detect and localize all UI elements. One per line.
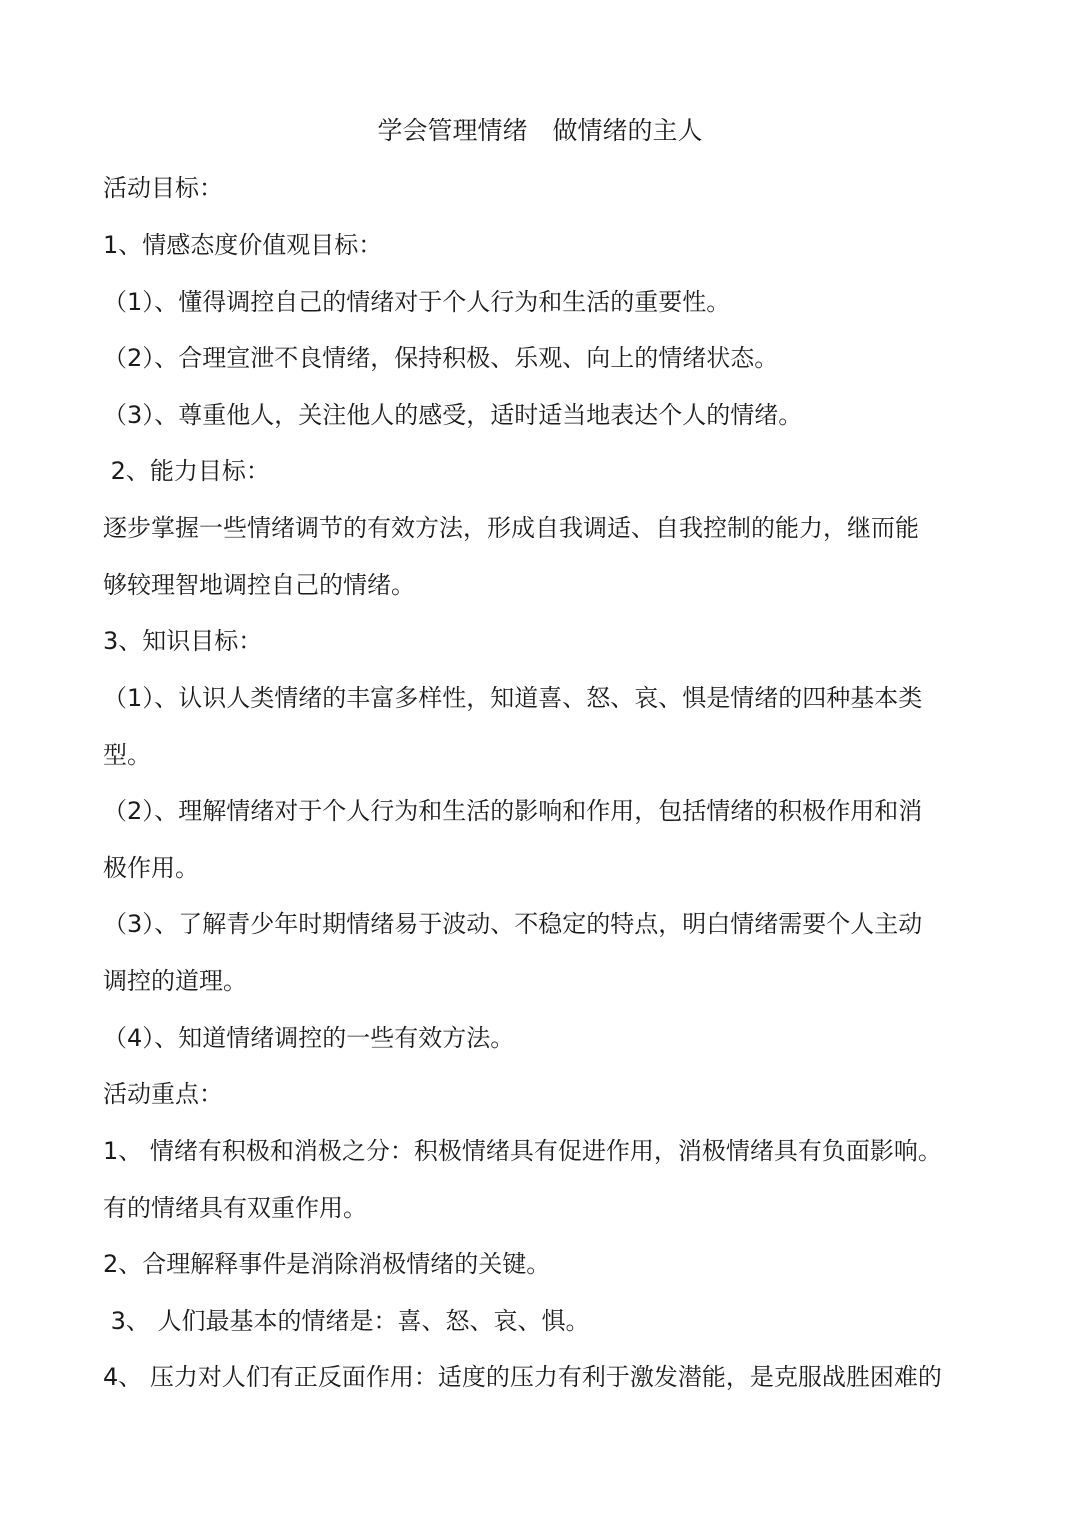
paragraph-line: 有的情绪具有双重作用。 <box>103 1194 367 1222</box>
goal-heading-knowledge: 3、知识目标： <box>103 627 263 655</box>
paragraph-line: 极作用。 <box>103 854 199 882</box>
goal-item: （3）、尊重他人，关注他人的感受，适时适当地表达个人的情绪。 <box>103 401 803 429</box>
goal-item: （1）、认识人类情绪的丰富多样性，知道喜、怒、哀、惧是情绪的四种基本类 <box>103 684 923 712</box>
goal-item: （3）、了解青少年时期情绪易于波动、不稳定的特点，明白情绪需要个人主动 <box>103 910 923 938</box>
document-title: 学会管理情绪 做情绪的主人 <box>377 116 703 145</box>
paragraph-line: 调控的道理。 <box>103 967 247 995</box>
goal-heading-ability: 2、能力目标： <box>103 457 270 485</box>
goal-heading-attitude: 1、情感态度价值观目标： <box>103 231 383 259</box>
paragraph-line: 逐步掌握一些情绪调节的有效方法，形成自我调适、自我控制的能力，继而能 <box>103 514 919 542</box>
section-heading-activity-goals: 活动目标： <box>103 174 223 202</box>
key-point-item: 1、 情绪有积极和消极之分：积极情绪具有促进作用，消极情绪具有负面影响。 <box>103 1137 942 1165</box>
goal-item: （4）、知道情绪调控的一些有效方法。 <box>103 1024 515 1052</box>
paragraph-line: 型。 <box>103 741 151 769</box>
section-heading-key-points: 活动重点： <box>103 1080 223 1108</box>
goal-item: （2）、理解情绪对于个人行为和生活的影响和作用，包括情绪的积极作用和消 <box>103 797 923 825</box>
goal-item: （1）、懂得调控自己的情绪对于个人行为和生活的重要性。 <box>103 288 731 316</box>
key-point-item: 3、 人们最基本的情绪是：喜、怒、哀、惧。 <box>103 1307 590 1335</box>
goal-item: （2）、合理宣泄不良情绪，保持积极、乐观、向上的情绪状态。 <box>103 344 779 372</box>
key-point-item: 4、 压力对人们有正反面作用：适度的压力有利于激发潜能，是克服战胜困难的 <box>103 1363 942 1391</box>
key-point-item: 2、合理解释事件是消除消极情绪的关键。 <box>103 1250 551 1278</box>
paragraph-line: 够较理智地调控自己的情绪。 <box>103 571 415 599</box>
